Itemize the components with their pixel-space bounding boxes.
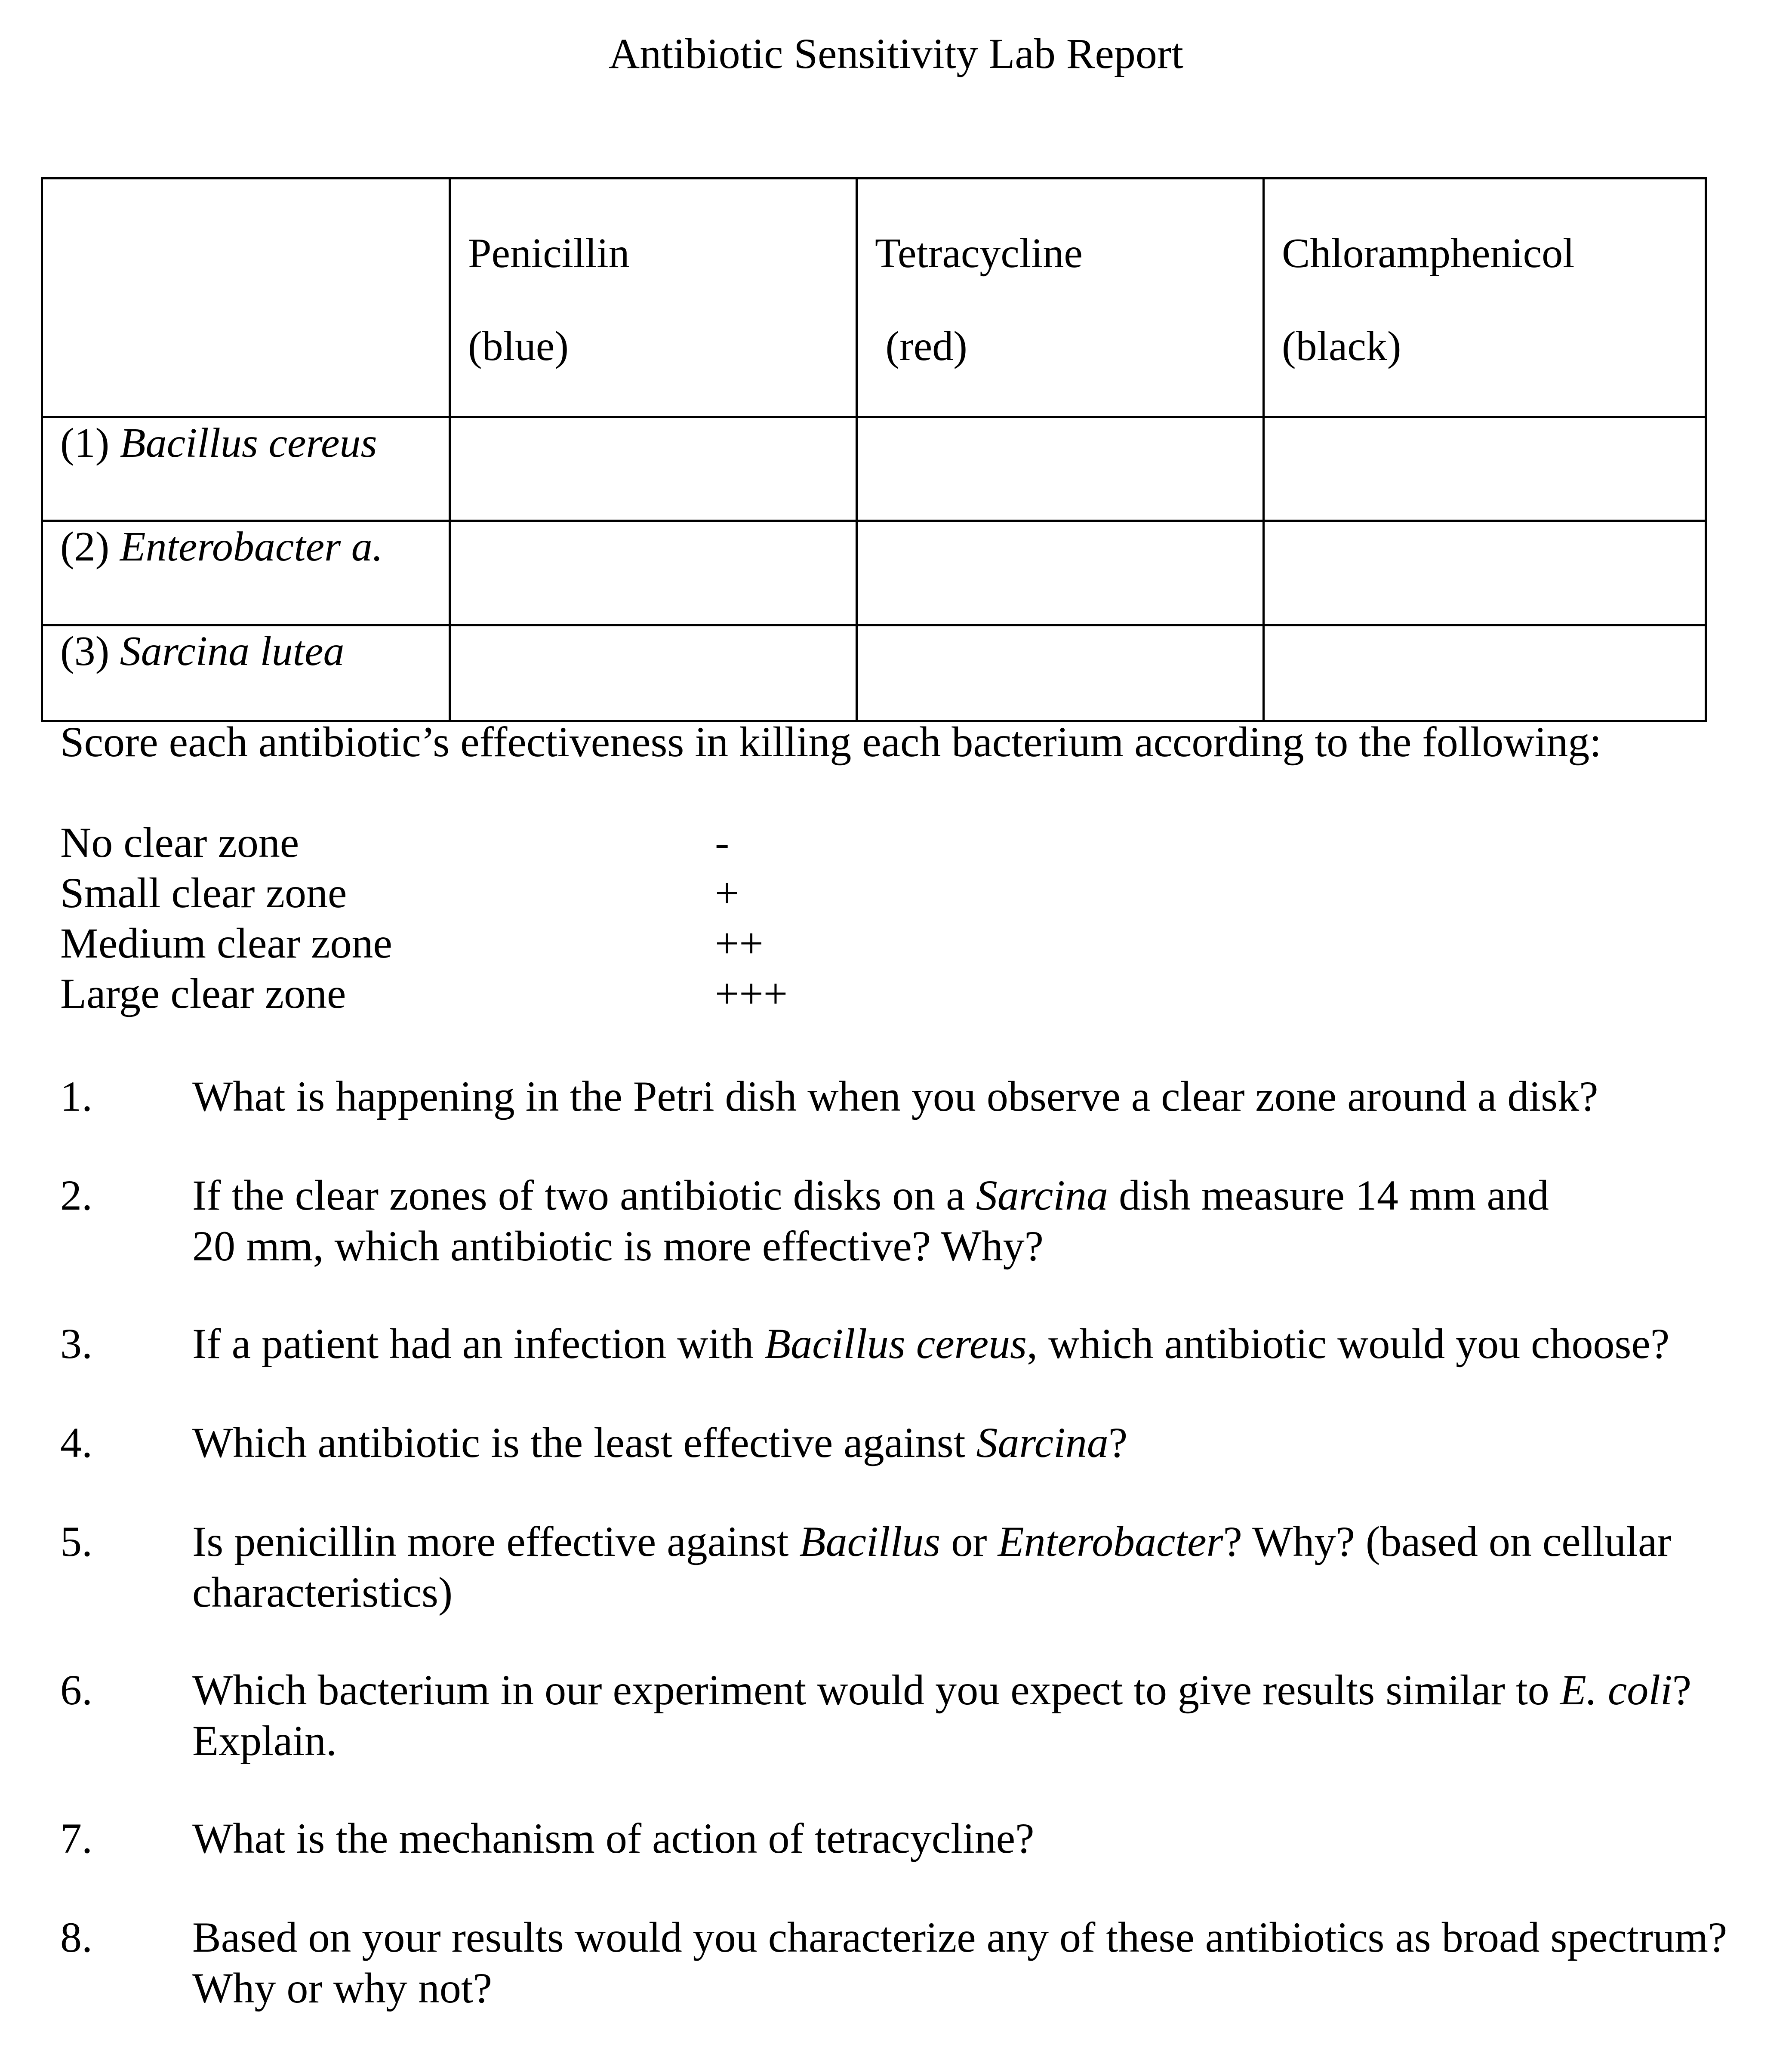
column-header-penicillin (450, 179, 857, 417)
score-cell-chloramphenicol[interactable] (1264, 521, 1706, 625)
scale-symbol: + (715, 869, 739, 917)
question-text-part: ? (1108, 1419, 1128, 1466)
sensitivity-results-table (41, 177, 1707, 722)
scale-label: Small clear zone (60, 869, 347, 917)
column-header-tetracycline (857, 179, 1264, 417)
question-number: 8. (60, 1913, 92, 1961)
score-cell-penicillin[interactable] (450, 417, 857, 521)
question-text (192, 1170, 1792, 1272)
scale-symbol: +++ (715, 970, 788, 1017)
question-text (192, 1417, 1792, 1468)
question-number: 7. (60, 1814, 92, 1862)
score-cell-tetracycline[interactable] (857, 521, 1264, 625)
column-header-color-note: (red) (875, 323, 967, 370)
question-text-italic: Sarcina (976, 1419, 1108, 1466)
column-header-color-note: (blue) (468, 323, 569, 370)
question-text-part: Is penicillin more effective against (192, 1518, 800, 1565)
question-text-part: If the clear zones of two antibiotic disks on a (192, 1171, 976, 1219)
question-text-italic: E. coli (1560, 1666, 1672, 1714)
question-text-part: , which antibiotic would you choose? (1027, 1320, 1670, 1367)
question-text-part: What is the mechanism of action of tetracycline? (192, 1814, 1035, 1862)
page-title: Antibiotic Sensitivity Lab Report (609, 30, 1183, 77)
row-number: (2) (60, 524, 120, 570)
score-cell-penicillin[interactable] (450, 625, 857, 721)
scale-symbol: - (715, 819, 730, 866)
column-header-name: Chloramphenicol (1282, 230, 1575, 277)
row-species: Bacillus cereus (120, 420, 377, 466)
question-text-part: Which bacterium in our experiment would you expect to give results similar to (192, 1666, 1560, 1714)
question-number: 2. (60, 1171, 92, 1219)
question-text-part: ? Explain. (192, 1666, 1692, 1765)
scale-label: Large clear zone (60, 970, 346, 1017)
table-row (42, 625, 1706, 721)
question-text (192, 1318, 1792, 1369)
question-number: 5. (60, 1518, 92, 1565)
question-text-part: ? Why? (based on cellular characteristics) (192, 1518, 1672, 1616)
question-text-italic: Bacillus cereus (764, 1320, 1027, 1367)
row-label-bacillus-cereus (42, 417, 450, 521)
question-text-italic: Bacillus (799, 1518, 941, 1565)
question-text (192, 1665, 1792, 1766)
scoring-instructions: Score each antibiotic’s effectiveness in killing each bacterium according to the following: (60, 718, 1602, 766)
score-cell-chloramphenicol[interactable] (1264, 625, 1706, 721)
question-text-part: or (940, 1518, 998, 1565)
scale-symbol: ++ (715, 919, 764, 967)
table-header-row (42, 179, 1706, 417)
question-text-part: dish measure 14 mm and 20 mm, which antibiotic is more effective? Why? (192, 1171, 1549, 1270)
column-header-chloramphenicol (1264, 179, 1706, 417)
score-cell-tetracycline[interactable] (857, 417, 1264, 521)
score-cell-penicillin[interactable] (450, 521, 857, 625)
row-label-sarcina-lutea (42, 625, 450, 721)
question-text (192, 1071, 1792, 1122)
table-row (42, 521, 1706, 625)
row-species: Sarcina lutea (120, 628, 345, 674)
question-text-part: If a patient had an infection with (192, 1320, 765, 1367)
question-text (192, 1516, 1792, 1618)
question-number: 4. (60, 1419, 92, 1466)
table-corner-cell (42, 179, 450, 417)
scale-label: Medium clear zone (60, 919, 392, 967)
row-species: Enterobacter a. (120, 524, 383, 570)
table-row (42, 417, 1706, 521)
question-text (192, 1813, 1792, 1864)
question-text (192, 1912, 1792, 2014)
question-number: 3. (60, 1320, 92, 1367)
score-cell-tetracycline[interactable] (857, 625, 1264, 721)
question-text-italic: Sarcina (976, 1171, 1108, 1219)
column-header-name: Tetracycline (875, 230, 1083, 277)
row-label-enterobacter (42, 521, 450, 625)
question-text-part: Based on your results would you characterize any of these antibiotics as broad spectrum? Why or why not? (192, 1913, 1727, 2012)
question-text-part: Which antibiotic is the least effective against (192, 1419, 976, 1466)
question-number: 1. (60, 1072, 92, 1120)
question-text-italic: Enterobacter (998, 1518, 1223, 1565)
column-header-color-note: (black) (1282, 323, 1401, 370)
row-number: (3) (60, 628, 120, 674)
row-number: (1) (60, 420, 120, 466)
scale-label: No clear zone (60, 819, 299, 866)
score-cell-chloramphenicol[interactable] (1264, 417, 1706, 521)
question-number: 6. (60, 1666, 92, 1714)
question-text-part: What is happening in the Petri dish when you observe a clear zone around a disk? (192, 1072, 1598, 1120)
column-header-name: Penicillin (468, 230, 630, 277)
